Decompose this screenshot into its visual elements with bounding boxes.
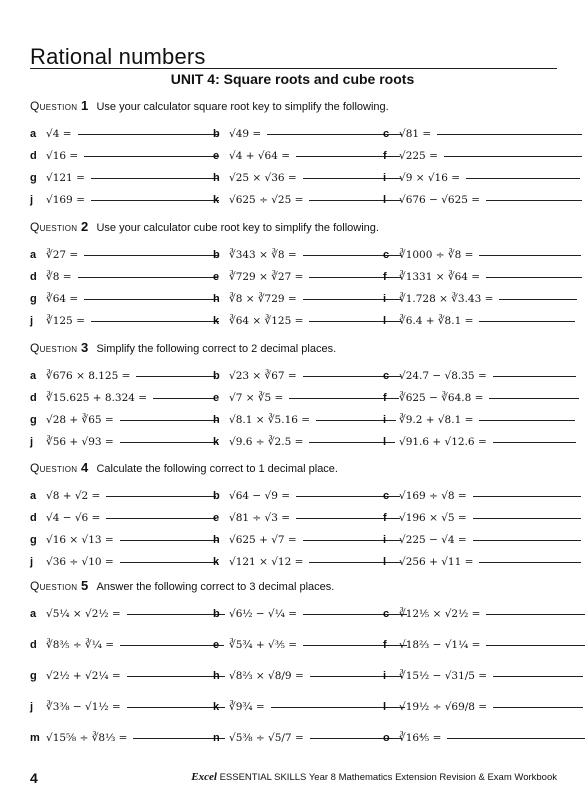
question-item <box>213 490 400 502</box>
question-item <box>30 249 219 261</box>
question-label <box>30 219 88 234</box>
item-letter: a <box>30 128 37 140</box>
answer-blank[interactable] <box>466 177 580 179</box>
item-expression: √121 = <box>46 172 85 184</box>
item-letter: g <box>30 670 37 682</box>
question-label <box>30 340 88 355</box>
item-letter: h <box>213 670 220 682</box>
page-number: 4 <box>30 770 38 786</box>
item-expression: √9 × √16 = <box>399 172 461 184</box>
item-letter: f <box>383 639 387 651</box>
item-expression: ∛3⅜ − √1½ = <box>46 701 121 713</box>
question-label <box>30 460 88 475</box>
question-item <box>30 490 216 502</box>
item-expression: √23 × ∛67 = <box>229 370 297 382</box>
question-item <box>30 194 219 206</box>
question-item <box>30 315 219 327</box>
item-letter: i <box>383 670 387 682</box>
question-item <box>213 701 405 713</box>
item-letter: d <box>30 639 37 651</box>
answer-blank[interactable] <box>127 675 225 677</box>
question-item <box>383 639 585 651</box>
answer-blank[interactable] <box>120 419 218 421</box>
question-number: 2 <box>80 219 89 234</box>
item-expression: √9.6 ÷ ∛2.5 = <box>229 436 304 448</box>
item-expression: √28 + ∛65 = <box>46 414 114 426</box>
question-item <box>213 392 399 404</box>
item-letter: k <box>213 701 220 713</box>
answer-blank[interactable] <box>499 298 576 300</box>
item-letter: e <box>213 150 220 162</box>
item-expression: √91.6 + √12.6 = <box>399 436 487 448</box>
question-4 <box>30 460 560 568</box>
question-item <box>383 556 581 568</box>
item-letter: c <box>383 249 390 261</box>
question-item <box>30 293 219 305</box>
question-header <box>30 98 560 114</box>
item-letter: h <box>213 293 220 305</box>
item-expression: ∛1000 ÷ ∛8 = <box>399 249 474 261</box>
question-instruction: Simplify the following correct to 2 decimal places. <box>96 343 337 355</box>
question-item <box>383 172 580 184</box>
item-letter: h <box>213 172 220 184</box>
item-expression: √225 = <box>399 150 438 162</box>
answer-blank[interactable] <box>489 397 579 399</box>
question-item <box>383 271 582 283</box>
question-item <box>383 315 575 327</box>
item-expression: √6½ − √¼ = <box>229 608 298 620</box>
item-expression: ∛676 × 8.125 = <box>46 370 131 382</box>
answer-blank[interactable] <box>78 133 219 135</box>
answer-blank[interactable] <box>267 133 402 135</box>
question-header <box>30 219 560 235</box>
answer-blank[interactable] <box>486 613 585 615</box>
question-item <box>30 150 219 162</box>
item-letter: e <box>213 639 220 651</box>
answer-blank[interactable] <box>437 133 582 135</box>
answer-blank[interactable] <box>136 375 216 377</box>
item-letter: f <box>383 392 387 404</box>
item-expression: ∛15.625 + 8.324 = <box>46 392 148 404</box>
answer-blank[interactable] <box>486 276 582 278</box>
question-2 <box>30 219 560 327</box>
answer-blank[interactable] <box>479 254 581 256</box>
question-item <box>30 436 218 448</box>
item-letter: h <box>213 414 220 426</box>
item-letter: i <box>383 414 387 426</box>
item-expression: √19½ ÷ √69/8 = <box>399 701 488 713</box>
question-word: Question <box>30 220 78 234</box>
item-expression: √4 = <box>46 128 72 140</box>
item-expression: √16 × √13 = <box>46 534 114 546</box>
item-letter: i <box>383 534 387 546</box>
footer-text <box>191 771 557 783</box>
question-item <box>30 172 219 184</box>
item-expression: ∛64 × ∛125 = <box>229 315 304 327</box>
page-title: Rational numbers <box>30 44 206 69</box>
answer-blank[interactable] <box>473 539 581 541</box>
item-expression: √676 − √625 = <box>399 194 481 206</box>
item-letter: f <box>383 271 387 283</box>
item-letter: e <box>213 271 220 283</box>
answer-blank[interactable] <box>444 155 582 157</box>
item-letter: c <box>383 608 390 620</box>
item-letter: f <box>383 512 387 524</box>
answer-blank[interactable] <box>493 706 583 708</box>
answer-blank[interactable] <box>127 613 225 615</box>
answer-blank[interactable] <box>153 397 214 399</box>
item-letter: k <box>213 194 220 206</box>
item-letter: n <box>213 732 220 744</box>
question-item <box>30 556 218 568</box>
item-expression: √8.1 × ∛5.16 = <box>229 414 311 426</box>
answer-blank[interactable] <box>493 441 577 443</box>
item-letter: l <box>383 315 387 327</box>
question-item <box>383 670 583 682</box>
item-expression: ∛9¾ = <box>229 701 265 713</box>
question-3 <box>30 340 560 448</box>
item-letter: d <box>30 512 37 524</box>
item-expression: √81 = <box>399 128 432 140</box>
item-expression: ∛1.728 × ∛3.43 = <box>399 293 494 305</box>
item-expression: √7 × ∛5 = <box>229 392 284 404</box>
item-letter: a <box>30 608 37 620</box>
question-item <box>383 512 581 524</box>
unit-title: UNIT 4: Square roots and cube roots <box>170 71 415 87</box>
item-letter: j <box>30 701 34 713</box>
question-item <box>30 670 225 682</box>
item-letter: g <box>30 414 37 426</box>
brand-logo-text: Excel <box>191 771 217 783</box>
title-rule <box>30 68 557 69</box>
item-expression: √64 − √9 = <box>229 490 291 502</box>
item-letter: a <box>30 370 37 382</box>
item-letter: i <box>383 293 387 305</box>
item-expression: √121 × √12 = <box>229 556 304 568</box>
question-item <box>383 392 579 404</box>
item-letter: l <box>383 556 387 568</box>
question-item <box>213 172 401 184</box>
item-expression: ∛343 × ∛8 = <box>229 249 297 261</box>
item-letter: e <box>213 512 220 524</box>
item-letter: j <box>30 436 34 448</box>
answer-blank[interactable] <box>447 737 585 739</box>
item-expression: √18⅔ − √1¼ = <box>399 639 481 651</box>
answer-blank[interactable] <box>91 177 219 179</box>
question-item <box>213 512 400 524</box>
item-letter: b <box>213 608 220 620</box>
question-item <box>30 608 225 620</box>
item-letter: b <box>213 490 220 502</box>
question-word: Question <box>30 579 78 593</box>
item-letter: h <box>213 534 220 546</box>
item-expression: √5⅜ ÷ √5/7 = <box>229 732 304 744</box>
item-letter: d <box>30 150 37 162</box>
item-letter: g <box>30 534 37 546</box>
item-expression: ∛12⅕ × √2½ = <box>399 608 481 620</box>
question-item <box>213 556 401 568</box>
answer-blank[interactable] <box>133 737 225 739</box>
item-expression: ∛8 = <box>46 271 72 283</box>
answer-blank[interactable] <box>127 706 225 708</box>
item-letter: b <box>213 370 220 382</box>
question-number: 1 <box>80 98 89 113</box>
question-instruction: Calculate the following correct to 1 decimal place. <box>96 463 338 475</box>
question-header <box>30 578 560 594</box>
question-item <box>30 271 218 283</box>
question-item <box>213 608 407 620</box>
question-5 <box>30 578 560 744</box>
item-letter: l <box>383 701 387 713</box>
item-expression: √8 + √2 = <box>46 490 101 502</box>
question-instruction: Answer the following correct to 3 decimal places. <box>96 581 335 593</box>
question-item <box>30 370 216 382</box>
question-label <box>30 578 88 593</box>
question-header <box>30 340 560 356</box>
item-letter: c <box>383 128 390 140</box>
question-item <box>383 293 577 305</box>
item-letter: j <box>30 194 34 206</box>
item-letter: c <box>383 370 390 382</box>
item-expression: √15⅝ ÷ ∛8⅓ = <box>46 732 128 744</box>
item-expression: √225 − √4 = <box>399 534 467 546</box>
answer-blank[interactable] <box>91 320 219 322</box>
item-expression: √81 ÷ √3 = <box>229 512 291 524</box>
item-letter: g <box>30 172 37 184</box>
question-item <box>30 414 218 426</box>
question-number: 5 <box>80 578 89 593</box>
item-letter: o <box>383 732 390 744</box>
question-item <box>30 512 216 524</box>
question-item <box>383 534 581 546</box>
item-expression: ∛27 = <box>46 249 79 261</box>
item-letter: c <box>383 490 390 502</box>
item-expression: √16 = <box>46 150 79 162</box>
question-item <box>213 732 402 744</box>
item-expression: ∛64 = <box>46 293 79 305</box>
question-item <box>383 128 582 140</box>
item-expression: √625 + √7 = <box>229 534 297 546</box>
question-item <box>30 639 224 651</box>
workbook-title: ESSENTIAL SKILLS Year 8 Mathematics Extension Revision & Exam Workbook <box>219 772 557 783</box>
answer-blank[interactable] <box>84 298 219 300</box>
item-letter: i <box>383 172 387 184</box>
question-item <box>213 315 401 327</box>
question-number: 3 <box>80 340 89 355</box>
item-expression: √4 − √6 = <box>46 512 101 524</box>
item-letter: g <box>30 293 37 305</box>
question-item <box>213 639 407 651</box>
item-expression: ∛8 × ∛729 = <box>229 293 297 305</box>
question-item <box>383 608 585 620</box>
item-letter: b <box>213 249 220 261</box>
question-item <box>383 414 575 426</box>
question-item <box>213 271 401 283</box>
answer-blank[interactable] <box>120 539 218 541</box>
answer-blank[interactable] <box>479 419 575 421</box>
item-expression: √25 × √36 = <box>229 172 297 184</box>
item-letter: k <box>213 556 220 568</box>
question-item <box>30 534 218 546</box>
item-letter: e <box>213 392 220 404</box>
question-word: Question <box>30 341 78 355</box>
item-expression: √625 ÷ √25 = <box>229 194 304 206</box>
question-item <box>383 194 582 206</box>
question-item <box>213 150 400 162</box>
question-item <box>383 701 583 713</box>
answer-blank[interactable] <box>486 199 582 201</box>
question-item <box>213 370 401 382</box>
question-item <box>30 128 218 140</box>
item-expression: √5¼ × √2½ = <box>46 608 121 620</box>
question-item <box>383 732 585 744</box>
question-item <box>383 249 581 261</box>
item-expression: ∛56 + √93 = <box>46 436 114 448</box>
question-item <box>213 194 401 206</box>
answer-blank[interactable] <box>479 320 575 322</box>
item-letter: a <box>30 490 37 502</box>
item-letter: m <box>30 732 40 744</box>
item-expression: ∛8⅗ ÷ ∛¼ = <box>46 639 115 651</box>
question-item <box>383 490 581 502</box>
answer-blank[interactable] <box>120 644 224 646</box>
item-expression: ∛9.2 + √8.1 = <box>399 414 474 426</box>
question-item <box>213 414 396 426</box>
item-letter: d <box>30 392 37 404</box>
question-item <box>383 370 576 382</box>
question-header <box>30 460 560 476</box>
question-item <box>213 436 395 448</box>
answer-blank[interactable] <box>106 495 216 497</box>
item-letter: d <box>30 271 37 283</box>
item-expression: √36 ÷ √10 = <box>46 556 114 568</box>
question-1 <box>30 98 560 206</box>
answer-blank[interactable] <box>479 561 581 563</box>
item-expression: ∛16⅘ = <box>399 732 442 744</box>
answer-blank[interactable] <box>78 276 219 278</box>
item-letter: k <box>213 436 220 448</box>
answer-blank[interactable] <box>106 517 216 519</box>
answer-blank[interactable] <box>473 495 581 497</box>
answer-blank[interactable] <box>91 199 219 201</box>
item-letter: k <box>213 315 220 327</box>
item-letter: a <box>30 249 37 261</box>
answer-blank[interactable] <box>493 375 577 377</box>
item-expression: √169 = <box>46 194 85 206</box>
question-item <box>213 249 401 261</box>
item-letter: l <box>383 436 387 448</box>
item-letter: f <box>383 150 387 162</box>
answer-blank[interactable] <box>486 644 585 646</box>
item-letter: j <box>30 315 34 327</box>
question-word: Question <box>30 99 78 113</box>
item-expression: √4 + √64 = <box>229 150 291 162</box>
item-letter: b <box>213 128 220 140</box>
item-letter: l <box>383 194 387 206</box>
item-expression: √196 × √5 = <box>399 512 467 524</box>
item-expression: ∛15½ − √31/5 = <box>399 670 488 682</box>
question-item <box>213 670 402 682</box>
item-expression: √49 = <box>229 128 262 140</box>
question-number: 4 <box>80 460 89 475</box>
question-item <box>213 534 401 546</box>
answer-blank[interactable] <box>473 517 581 519</box>
question-instruction: Use your calculator square root key to simplify the following. <box>96 101 389 113</box>
answer-blank[interactable] <box>493 675 583 677</box>
answer-blank[interactable] <box>120 561 218 563</box>
question-item <box>383 436 576 448</box>
question-item <box>30 732 225 744</box>
item-expression: ∛1331 × ∛64 = <box>399 271 481 283</box>
answer-blank[interactable] <box>120 441 218 443</box>
question-item <box>213 128 402 140</box>
question-item <box>30 392 214 404</box>
item-expression: ∛5¾ + √⅗ = <box>229 639 298 651</box>
item-expression: ∛729 × ∛27 = <box>229 271 304 283</box>
item-expression: ∛125 = <box>46 315 85 327</box>
item-expression: √256 + √11 = <box>399 556 474 568</box>
question-item <box>30 701 225 713</box>
question-word: Question <box>30 461 78 475</box>
question-item <box>383 150 582 162</box>
item-expression: √24.7 − √8.35 = <box>399 370 487 382</box>
item-letter: j <box>30 556 34 568</box>
item-expression: √169 ÷ √8 = <box>399 490 467 502</box>
question-item <box>213 293 401 305</box>
answer-blank[interactable] <box>84 155 219 157</box>
item-expression: √2½ + √2¼ = <box>46 670 121 682</box>
item-expression: ∛6.4 + ∛8.1 = <box>399 315 474 327</box>
item-expression: √8⅔ × √8/9 = <box>229 670 304 682</box>
answer-blank[interactable] <box>84 254 219 256</box>
item-expression: ∛625 − ∛64.8 = <box>399 392 484 404</box>
question-label <box>30 98 88 113</box>
question-instruction: Use your calculator cube root key to simplify the following. <box>96 222 379 234</box>
